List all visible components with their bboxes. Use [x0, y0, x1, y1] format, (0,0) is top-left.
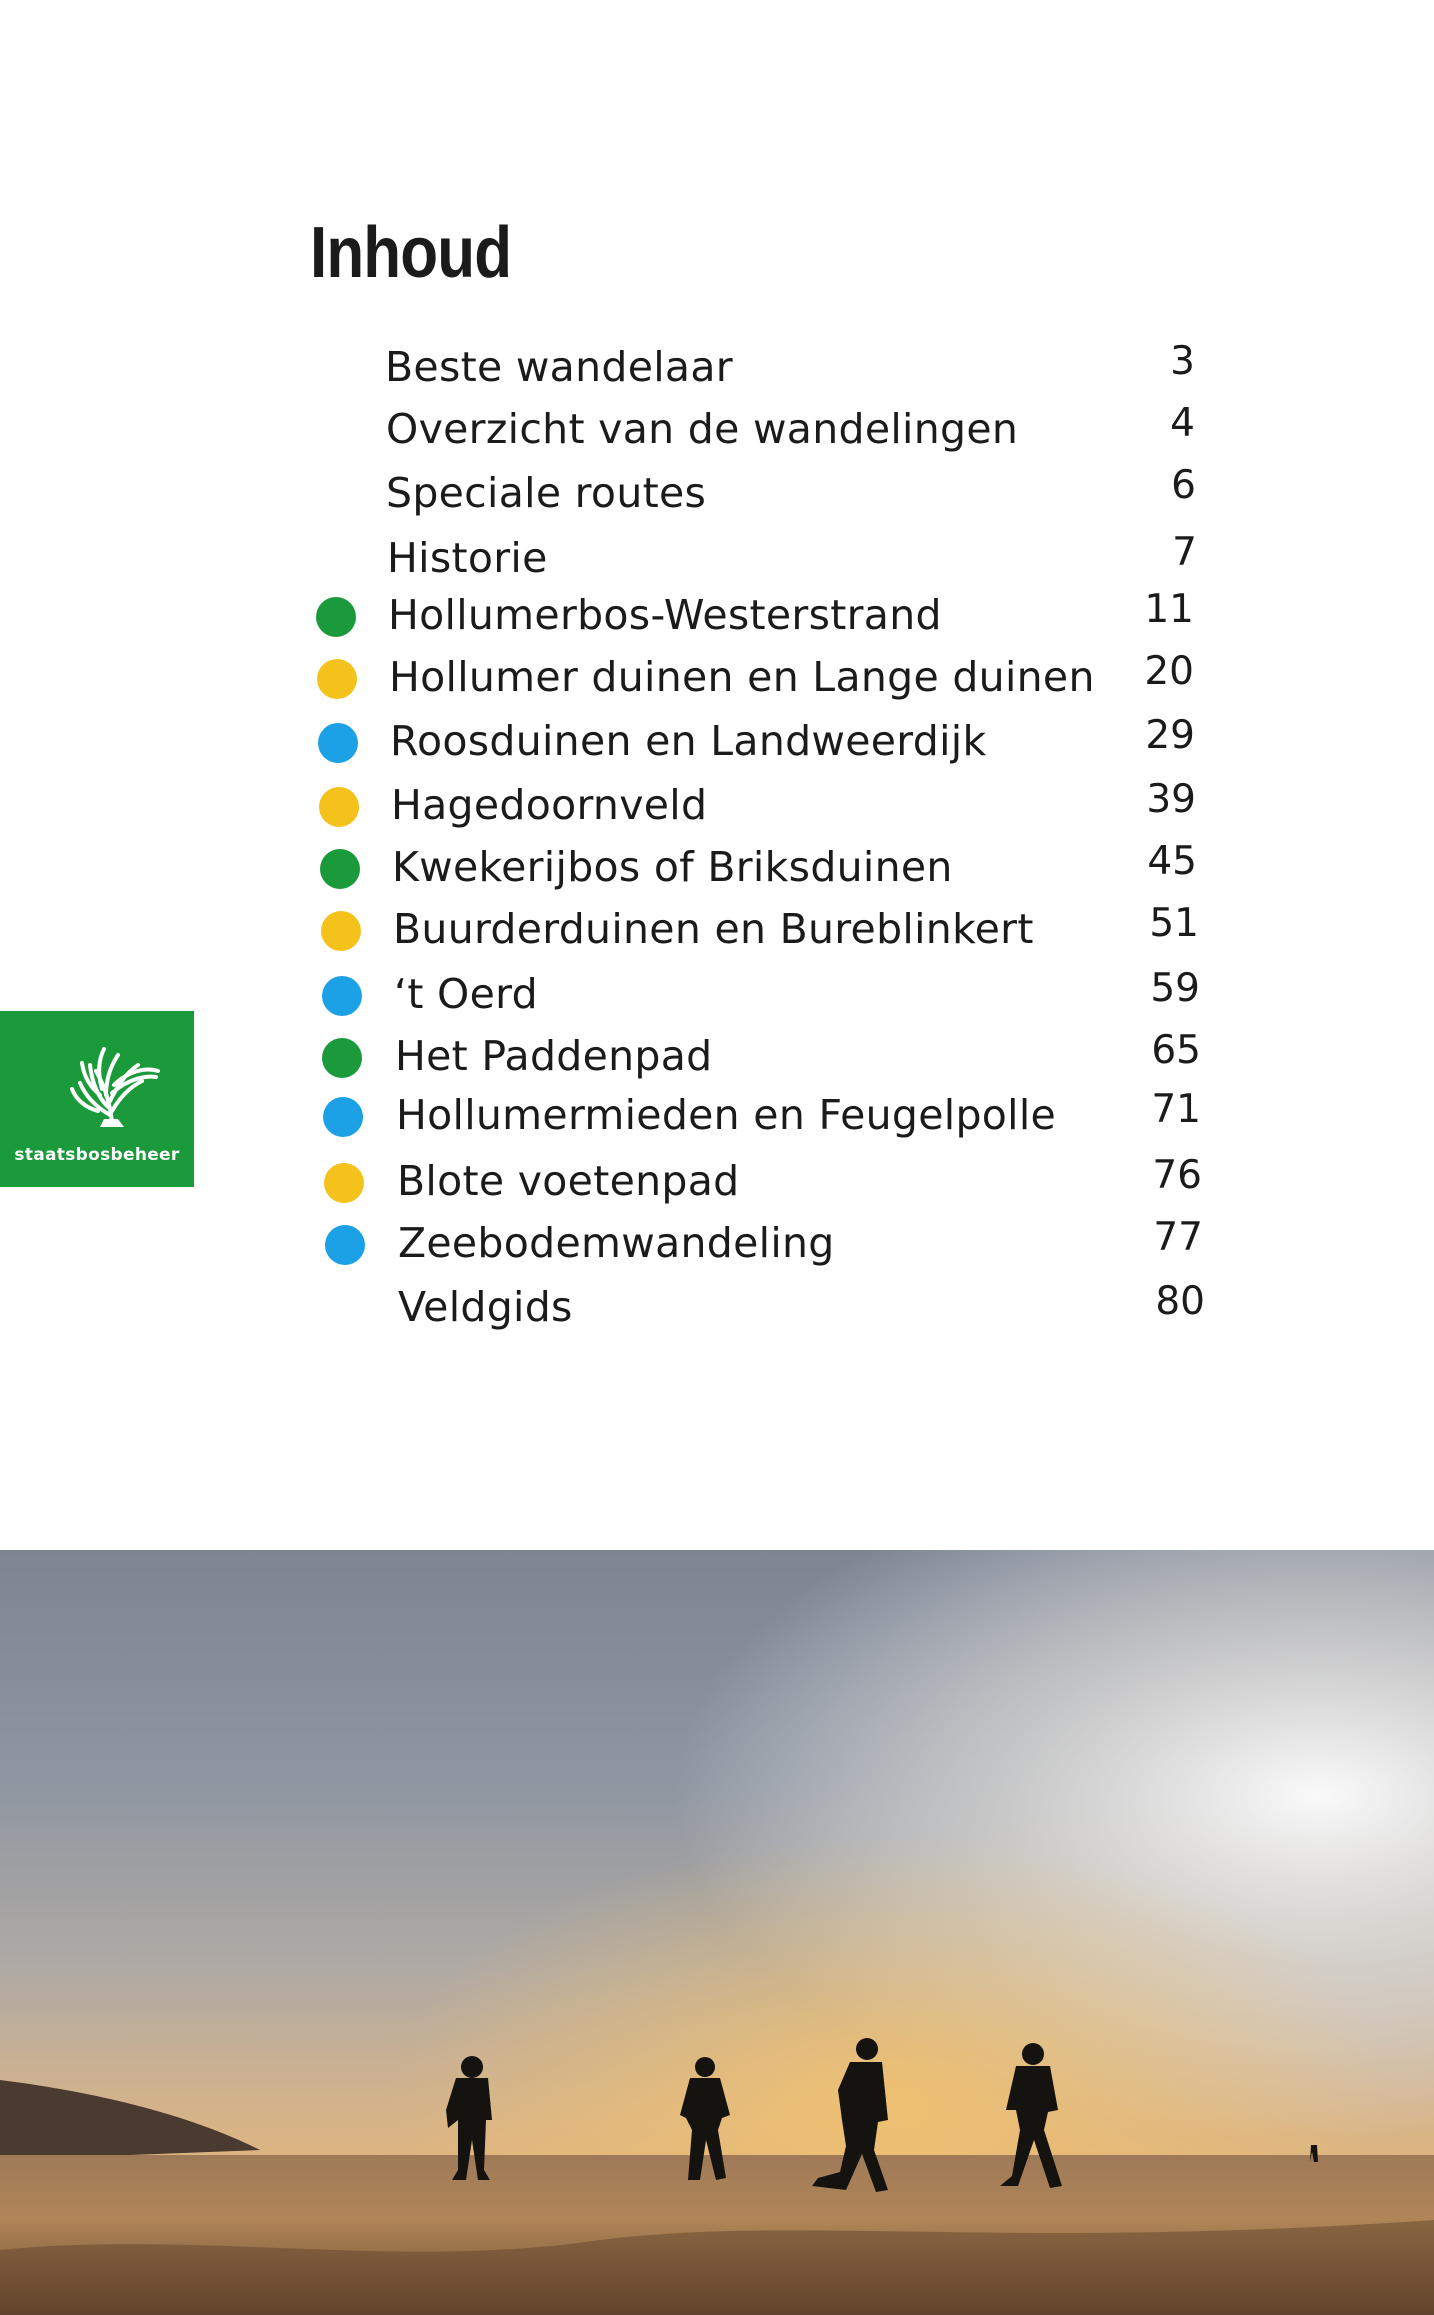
toc-item-label: Speciale routes [386, 469, 707, 517]
staatsbosbeheer-logo [0, 1011, 194, 1187]
toc-item-label: Zeebodemwandeling [398, 1219, 835, 1267]
toc-item-page: 7 [1172, 530, 1197, 575]
toc-item-page: 6 [1171, 463, 1196, 508]
route-dot-blue-icon [322, 976, 362, 1016]
toc-item-page: 77 [1153, 1215, 1203, 1260]
toc-item-label: Buurderduinen en Bureblinkert [393, 905, 1034, 953]
toc-item-label: Hollumerbos-Westerstrand [388, 591, 942, 639]
toc-item[interactable] [322, 966, 1222, 1026]
toc-item-label: Kwekerijbos of Briksduinen [392, 843, 953, 891]
route-dot-blue-icon [323, 1097, 363, 1137]
toc-item-page: 29 [1145, 713, 1195, 758]
tree-icon [0, 1011, 194, 1141]
route-dot-green-icon [320, 849, 360, 889]
toc-item-page: 80 [1155, 1279, 1205, 1324]
toc-item-label: Hagedoornveld [391, 781, 708, 829]
route-dot-blue-icon [325, 1225, 365, 1265]
toc-item[interactable] [398, 1279, 1298, 1339]
toc-item[interactable] [325, 1215, 1225, 1275]
toc-item[interactable] [324, 1153, 1224, 1213]
toc-item-page: 39 [1146, 777, 1196, 822]
toc-item-page: 71 [1151, 1087, 1201, 1132]
toc-item[interactable] [320, 839, 1220, 899]
toc-item[interactable] [386, 401, 1286, 461]
toc-item-label: Roosduinen en Landweerdijk [390, 717, 987, 765]
toc-item[interactable] [385, 339, 1285, 399]
toc-item-label: Het Paddenpad [395, 1032, 713, 1080]
toc-item-label: Beste wandelaar [385, 343, 733, 391]
toc-item-page: 51 [1149, 901, 1199, 946]
toc-item-page: 11 [1144, 587, 1194, 632]
toc-item-label: Hollumermieden en Feugelpolle [396, 1091, 1057, 1139]
toc-item[interactable] [318, 713, 1218, 773]
page-title: Inhoud [310, 213, 512, 293]
toc-item[interactable] [317, 649, 1217, 709]
toc-item-label: Historie [387, 534, 548, 582]
toc-item[interactable] [386, 463, 1286, 525]
route-dot-yellow-icon [324, 1163, 364, 1203]
toc-item-label: Blote voetenpad [397, 1157, 740, 1205]
route-dot-yellow-icon [319, 787, 359, 827]
route-dot-blue-icon [318, 723, 358, 763]
logo-text: staatsbosbeheer [14, 1145, 180, 1165]
toc-item-label: ‘t Oerd [394, 970, 538, 1018]
toc-item-page: 45 [1147, 839, 1197, 884]
toc-item-page: 59 [1150, 966, 1200, 1011]
route-dot-green-icon [322, 1038, 362, 1078]
toc-item[interactable] [323, 1087, 1223, 1147]
toc-item[interactable] [316, 587, 1216, 647]
toc-item-label: Veldgids [398, 1283, 573, 1331]
cover-photo [0, 1550, 1434, 2315]
route-dot-green-icon [316, 597, 356, 637]
beach-walkers-silhouette-icon [0, 1550, 1434, 2315]
toc-item-label: Overzicht van de wandelingen [386, 405, 1019, 453]
toc-item-page: 4 [1170, 401, 1195, 446]
toc-item-page: 20 [1144, 649, 1194, 694]
route-dot-yellow-icon [317, 659, 357, 699]
toc-item-page: 76 [1152, 1153, 1202, 1198]
toc-item[interactable] [387, 530, 1287, 590]
toc-item-label: Hollumer duinen en Lange duinen [389, 653, 1095, 701]
toc-item[interactable] [319, 777, 1219, 837]
toc-item-page: 65 [1151, 1028, 1201, 1073]
toc-item[interactable] [321, 901, 1221, 961]
route-dot-yellow-icon [321, 911, 361, 951]
toc-item[interactable] [322, 1028, 1222, 1088]
toc-item-page: 3 [1170, 339, 1195, 384]
